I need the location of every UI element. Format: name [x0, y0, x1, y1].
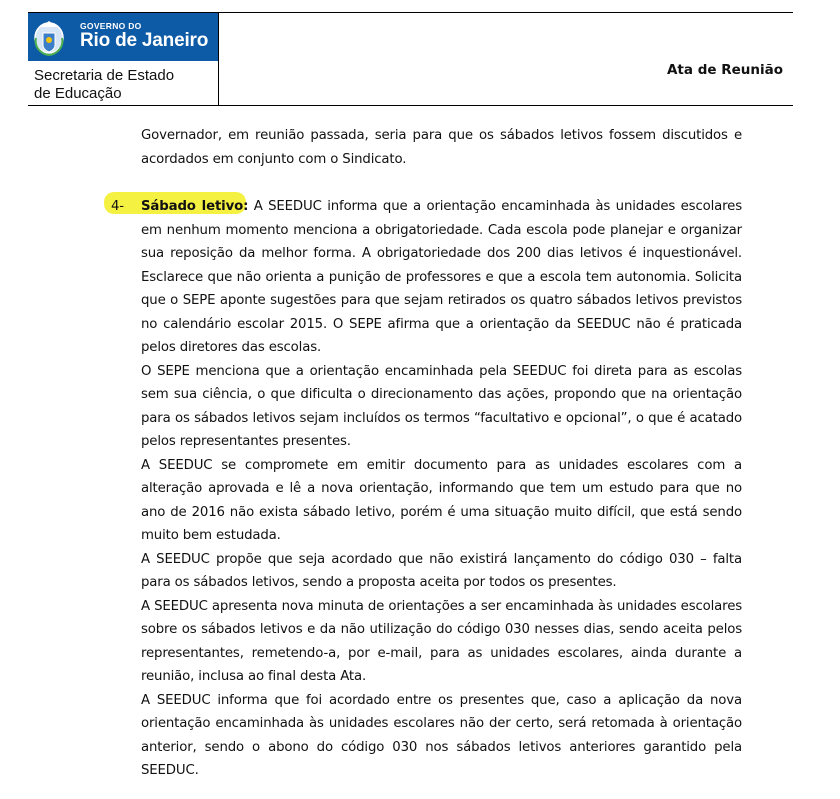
header-divider: [218, 13, 219, 105]
item-paragraph-5: A SEEDUC apresenta nova minuta de orientações a ser encaminhada às unidades escolares sobre os sábados letivos e da não utilização do código 030 nesses dias, sendo aceita pelos representantes, remetendo-a, por e-mail, para as unidades escolares, ainda durante a reunião, inclusa ao final desta Ata.: [141, 598, 742, 684]
government-logo: [28, 13, 218, 61]
agenda-item-saturdays: [111, 195, 742, 783]
coat-of-arms-icon: [32, 16, 66, 58]
item-heading: Sábado letivo:: [141, 199, 249, 214]
item-first-text: A SEEDUC informa que a orientação encaminhada às unidades escolares em nenhum momento menciona a obrigatoriedade. Cada escola pode planejar e organizar sua reposição da melhor forma. A obrigatoriedade dos 200 dias letivos é inquestionável. Esclarece que não orienta a punição de professores e que a escola tem autonomia. Solicita que o SEPE aponte sugestões para que sejam retirados os quatro sábados letivos previstos no calendário escolar 2015. O SEPE afirma que a orientação da SEEDUC não é praticada pelos diretores das escolas.: [141, 199, 742, 355]
item-paragraph-6: A SEEDUC informa que foi acordado entre os presentes que, caso a aplicação da nova orientação encaminhada às unidades escolares não der certo, será retomada à orientação anterior, sendo o abono do código 030 nos sábados letivos anteriores garantido pela SEEDUC.: [141, 692, 742, 778]
document-title: Ata de Reunião: [666, 62, 783, 78]
item-first-paragraph: [141, 195, 742, 360]
item-number: 4-: [111, 199, 124, 214]
organization-line-2: de Educação: [34, 85, 122, 102]
organization-name: [34, 67, 174, 103]
item-paragraph-3: A SEEDUC se compromete em emitir documento para as unidades escolares com a alteração aprovada e lê a nova orientação, informando que tem um estudo para que no ano de 2016 não exista sábado letivo, porém é uma situação muito difícil, que está sendo muito bem estudada.: [141, 457, 742, 543]
document-header: [28, 12, 793, 106]
organization-line-1: Secretaria de Estado: [34, 67, 175, 84]
logo-title: Rio de Janeiro: [80, 30, 209, 51]
logo-subtitle: GOVERNO DO: [80, 21, 142, 31]
item-paragraph-2: O SEPE menciona que a orientação encaminhada pela SEEDUC foi direta para as escolas sem sua ciência, o que dificulta o direcionamento das ações, propondo que na orientação para os sábados letivos sejam incluídos os termos “facultativo e opcional”, o que é acatado pelos representantes presentes.: [141, 363, 742, 449]
item-paragraph-4: A SEEDUC propõe que seja acordado que não existirá lançamento do código 030 – falta para os sábados letivos, sendo a proposta aceita por todos os presentes.: [141, 551, 742, 590]
intro-paragraph: Governador, em reunião passada, seria para que os sábados letivos fossem discutidos e acordados em conjunto com o Sindicato.: [141, 128, 742, 167]
